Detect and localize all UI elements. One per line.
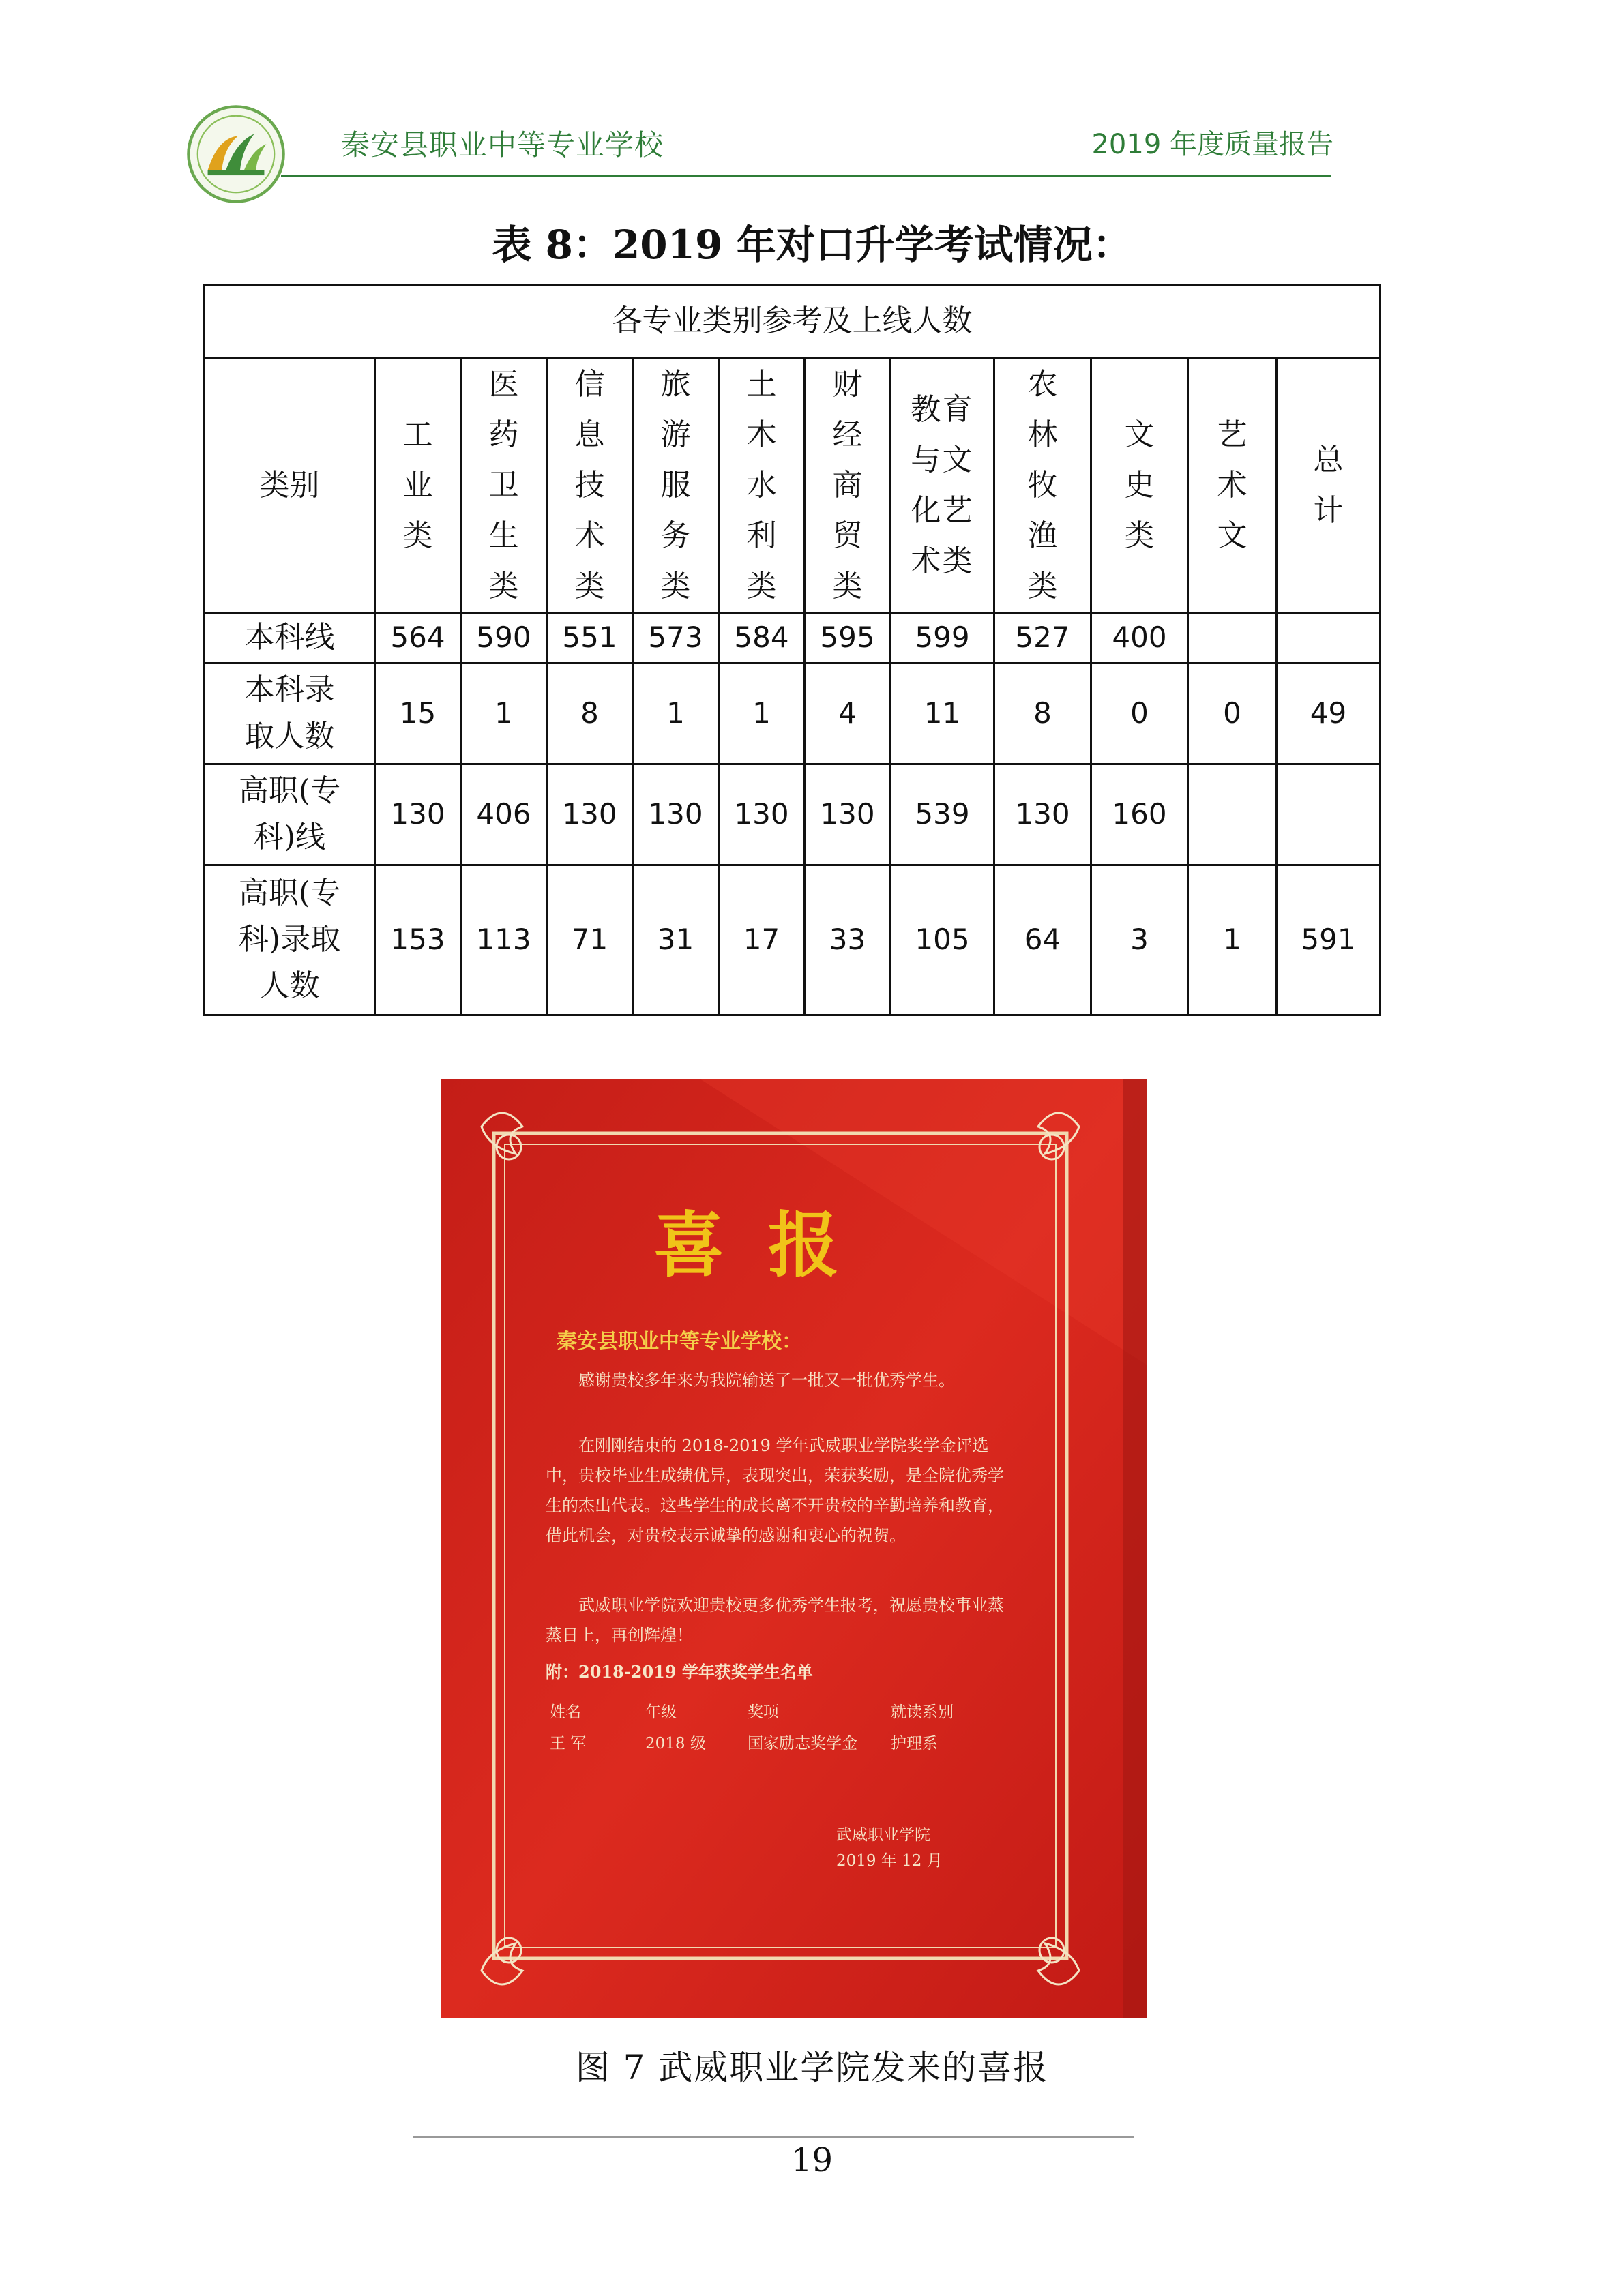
table-cell: 49	[1277, 663, 1381, 764]
table-cell: 1	[1188, 865, 1277, 1015]
table-cell: 599	[891, 612, 994, 663]
table-cell: 0	[1091, 663, 1188, 764]
table-row	[205, 764, 1381, 865]
certificate-text	[441, 1079, 1147, 2018]
report-name: 2019 年度质量报告	[1091, 129, 1333, 160]
table-cell: 11	[891, 663, 994, 764]
column-header: 艺术文	[1188, 359, 1277, 613]
table-cell: 8	[547, 663, 633, 764]
table-cell: 130	[994, 764, 1091, 865]
table-cell: 590	[461, 612, 547, 663]
table-cell: 33	[805, 865, 891, 1015]
table-cell: 130	[375, 764, 461, 865]
table-cell: 573	[633, 612, 719, 663]
table-cell: 595	[805, 612, 891, 663]
school-name: 秦安县职业中等专业学校	[341, 128, 664, 162]
table-cell: 0	[1188, 663, 1277, 764]
table-row	[205, 663, 1381, 764]
header-rule	[281, 175, 1331, 177]
table-cell: 17	[719, 865, 805, 1015]
table-cell	[1277, 764, 1381, 865]
table-cell: 160	[1091, 764, 1188, 865]
column-header: 医药卫生类	[461, 359, 547, 613]
school-logo	[186, 104, 286, 205]
page-number: 19	[791, 2141, 833, 2179]
column-header: 总计	[1277, 359, 1381, 613]
table-row	[205, 865, 1381, 1015]
certificate-paragraph: 在刚刚结束的 2018-2019 学年武威职业学院奖学金评选中，贵校毕业生成绩优异，表现突出，荣获奖励，是全院优秀学生的杰出代表。这些学生的成长离不开贵校的辛勤培养和教育，借此机会，对贵校表示诚挚的感谢和衷心的祝贺。	[546, 1436, 1004, 1545]
column-header: 信息技术类	[547, 359, 633, 613]
table-cell: 406	[461, 764, 547, 865]
column-header: 土木水利类	[719, 359, 805, 613]
admission-table	[203, 284, 1381, 1016]
table-cell: 400	[1091, 612, 1188, 663]
table-cell: 4	[805, 663, 891, 764]
award-list-row: 王 军 2018 级 国家励志奖学金 护理系	[550, 1735, 938, 1753]
certificate-recipient: 秦安县职业中等专业学校：	[557, 1330, 802, 1354]
column-header: 农林牧渔类	[994, 359, 1091, 613]
table-cell: 153	[375, 865, 461, 1015]
footer-rule	[413, 2136, 1134, 2138]
certificate-signer: 武威职业学院	[836, 1826, 930, 1844]
table-cell: 113	[461, 865, 547, 1015]
certificate-date: 2019 年 12 月	[836, 1852, 943, 1870]
table-cell: 71	[547, 865, 633, 1015]
column-header: 文史类	[1091, 359, 1188, 613]
table-cell: 8	[994, 663, 1091, 764]
table-cell: 64	[994, 865, 1091, 1015]
table-cell: 591	[1277, 865, 1381, 1015]
table-cell: 564	[375, 612, 461, 663]
table-cell: 130	[719, 764, 805, 865]
table-cell: 31	[633, 865, 719, 1015]
row-header-label: 类别	[205, 359, 375, 613]
table-cell: 1	[461, 663, 547, 764]
figure-caption: 图 7 武威职业学院发来的喜报	[575, 2048, 1049, 2087]
column-header: 工业类	[375, 359, 461, 613]
row-label: 高职(专科)线	[205, 764, 375, 865]
table-cell: 130	[547, 764, 633, 865]
table-cell: 130	[633, 764, 719, 865]
table-cell: 527	[994, 612, 1091, 663]
certificate-paragraph: 武威职业学院欢迎贵校更多优秀学生报考，祝愿贵校事业蒸蒸日上，再创辉煌！	[546, 1596, 1004, 1645]
column-header: 旅游服务类	[633, 359, 719, 613]
row-label: 高职(专科)录取人数	[205, 865, 375, 1015]
certificate-attachment: 附：2018-2019 学年获奖学生名单	[546, 1662, 813, 1682]
row-label: 本科线	[205, 612, 375, 663]
table-cell: 105	[891, 865, 994, 1015]
column-header: 教育与文化艺术类	[891, 359, 994, 613]
table-title: 表 8：2019 年对口升学考试情况：	[492, 222, 1132, 268]
table-cell: 584	[719, 612, 805, 663]
table-cell: 539	[891, 764, 994, 865]
row-label: 本科录取人数	[205, 663, 375, 764]
certificate-title: 喜报	[653, 1203, 883, 1287]
table-caption-row: 各专业类别参考及上线人数	[205, 285, 1381, 359]
certificate-paragraph: 感谢贵校多年来为我院输送了一批又一批优秀学生。	[578, 1371, 955, 1390]
table-cell: 1	[633, 663, 719, 764]
table-cell: 130	[805, 764, 891, 865]
table-cell	[1188, 764, 1277, 865]
column-header: 财经商贸类	[805, 359, 891, 613]
award-list-header: 姓名 年级 奖项 就读系别	[550, 1703, 954, 1721]
table-row	[205, 612, 1381, 663]
table-cell	[1277, 612, 1381, 663]
table-cell	[1188, 612, 1277, 663]
table-cell: 15	[375, 663, 461, 764]
table-cell: 551	[547, 612, 633, 663]
table-cell: 3	[1091, 865, 1188, 1015]
table-cell: 1	[719, 663, 805, 764]
